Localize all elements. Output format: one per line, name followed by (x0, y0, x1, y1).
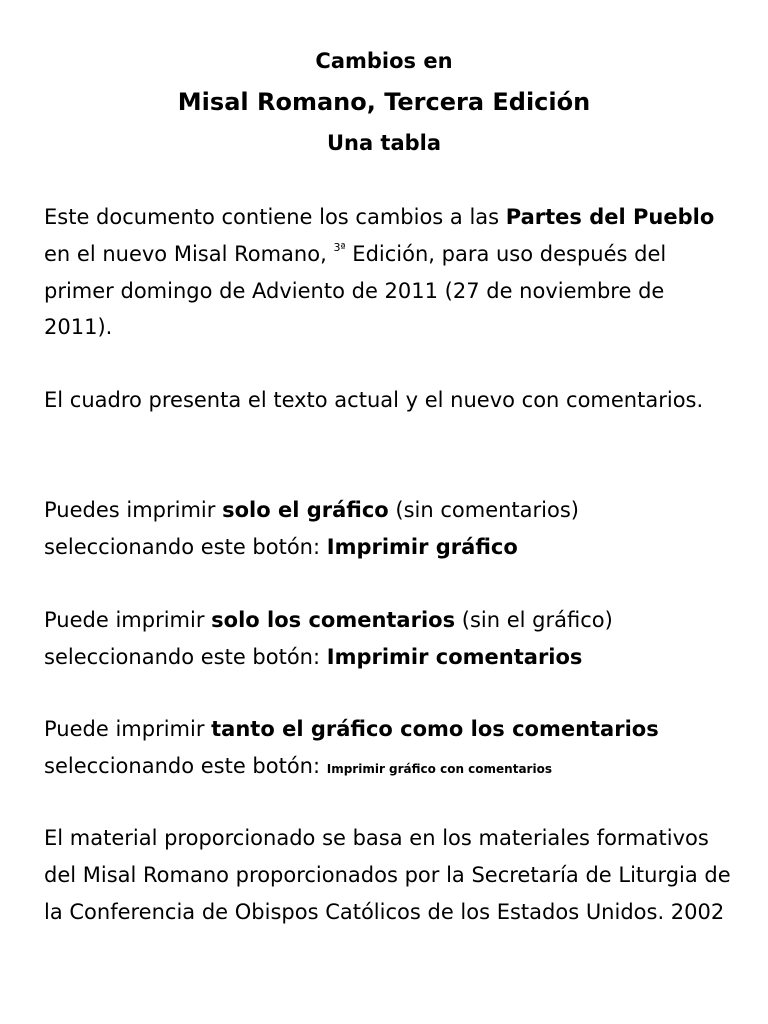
print-comments-bold: solo los comentarios (211, 608, 456, 632)
print-chart-text-2: (sin comentarios) seleccionando este botón: (44, 498, 579, 559)
title-line-2: Misal Romano, Tercera Edición (177, 88, 591, 116)
intro-paragraph (44, 199, 734, 346)
print-chart-button[interactable]: Imprimir gráfico (326, 534, 518, 559)
print-comments-paragraph (44, 602, 734, 676)
intro-text-1: Este documento contiene los cambios a las (44, 205, 506, 229)
edition-superscript: 3ª (333, 240, 346, 254)
print-both-text-2: seleccionando este botón: (44, 753, 327, 778)
print-comments-button[interactable]: Imprimir comentarios (326, 644, 583, 669)
print-both-bold: tanto el gráfico como los comentarios (211, 717, 659, 741)
print-both-paragraph (44, 711, 734, 788)
print-both-text-1: Puede imprimir (44, 717, 212, 741)
print-chart-paragraph (44, 492, 734, 566)
print-chart-text-1: Puedes imprimir (44, 498, 223, 522)
intro-text-2: en el nuevo Misal Romano, (44, 241, 334, 266)
intro-text-3: Edición, para uso después del primer domingo de Adviento de 2011 (27 de noviembre de 2011). (44, 241, 667, 340)
print-comments-text-2: (sin el gráfico) seleccionando este botón: (44, 608, 613, 669)
title-line-3: Una tabla (326, 131, 442, 155)
intro-bold-parts: Partes del Pueblo (505, 205, 715, 229)
title-line-1: Cambios en (315, 49, 453, 73)
print-chart-bold: solo el gráfico (222, 498, 389, 522)
chart-description: El cuadro presenta el texto actual y el nuevo con comentarios. (44, 388, 704, 412)
print-both-button[interactable]: Imprimir gráfico con comentarios (326, 761, 552, 776)
print-comments-text-1: Puede imprimir (44, 608, 212, 632)
source-paragraph: El material proporcionado se basa en los materiales formativos del Misal Romano proporcionados por la Secretaría de Liturgia de la Conferencia de Obispos Católicos de los Estados Unidos. 2002 (44, 826, 731, 924)
